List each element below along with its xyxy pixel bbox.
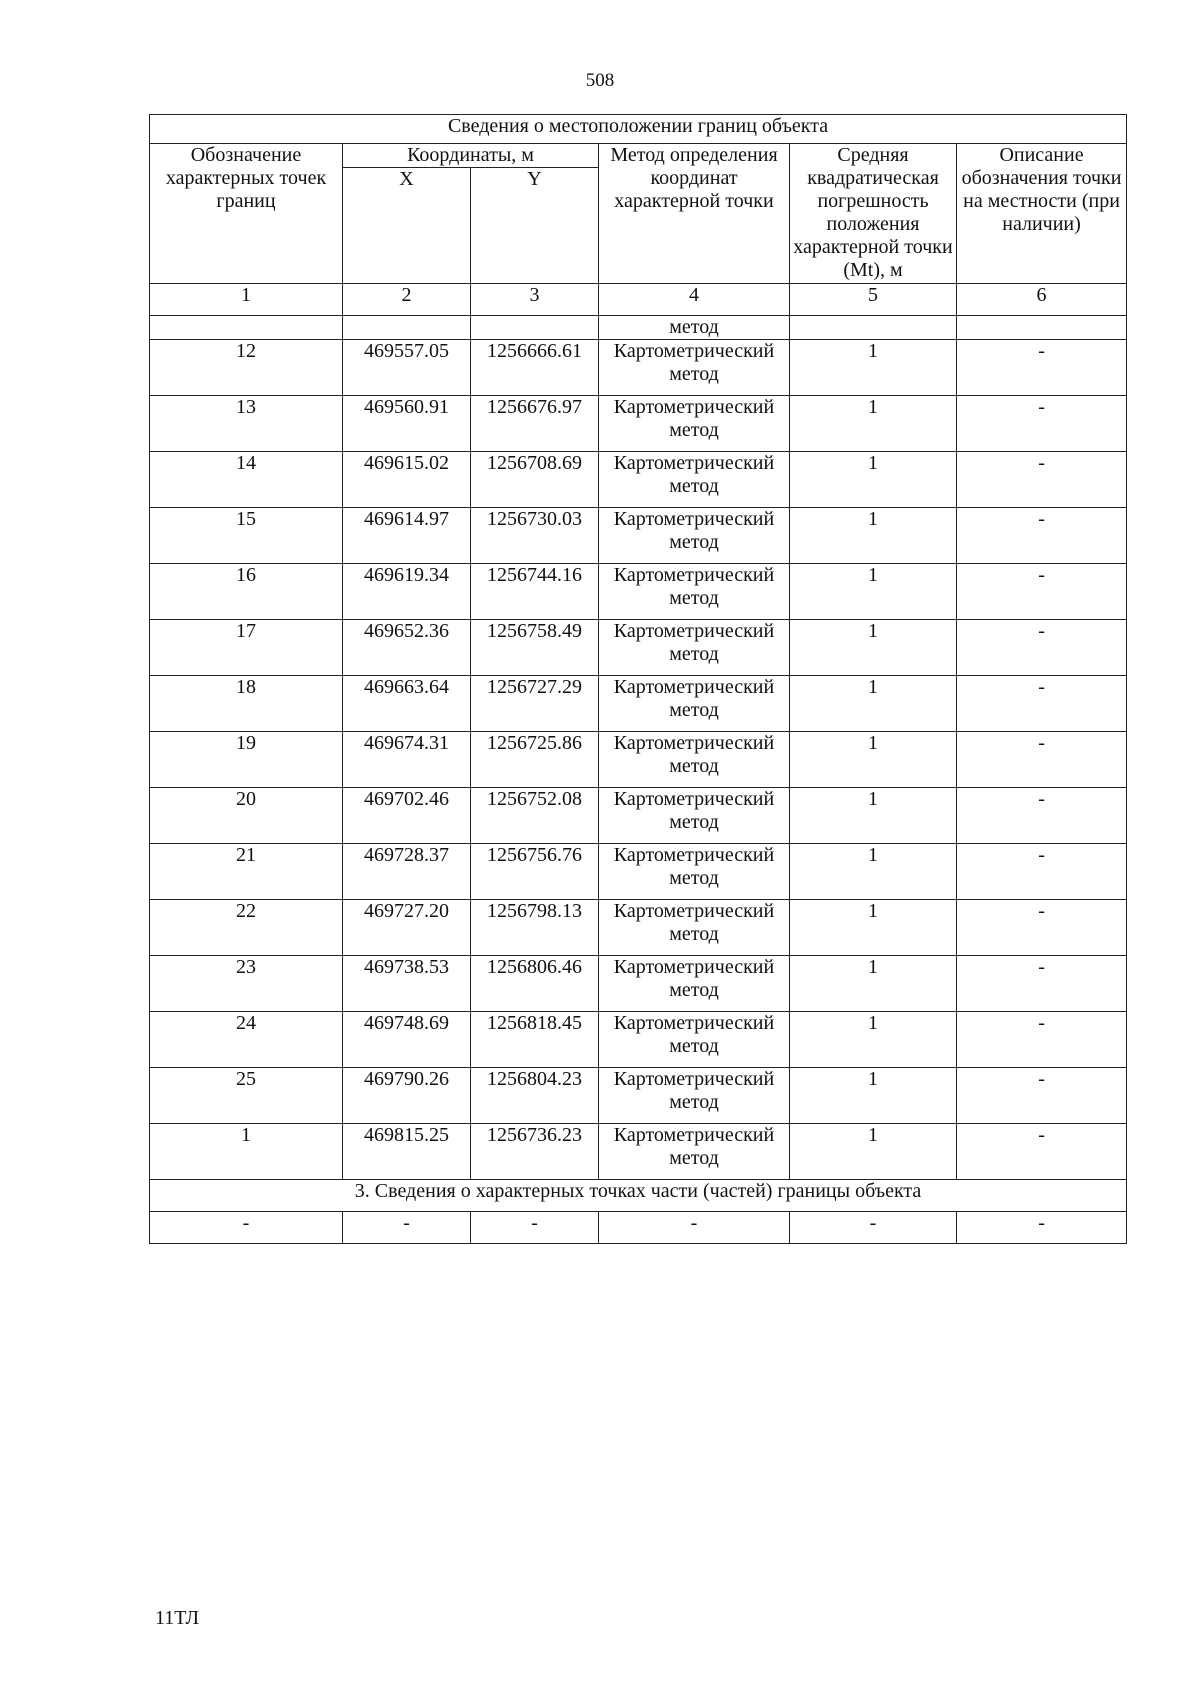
cell-point: 19 (150, 732, 343, 788)
cell-y: 1256676.97 (471, 396, 599, 452)
cell-method: Картометрический метод (599, 956, 790, 1012)
cell-error: 1 (790, 956, 957, 1012)
cell-method: Картометрический метод (599, 676, 790, 732)
column-number: 3 (471, 284, 599, 316)
cell-method: Картометрический метод (599, 1124, 790, 1180)
cell-y: 1256804.23 (471, 1068, 599, 1124)
cell-description: - (957, 956, 1127, 1012)
header-y: Y (471, 168, 599, 284)
footer-code: 11ТЛ (155, 1607, 200, 1629)
cell-point: 23 (150, 956, 343, 1012)
section3-cell: - (150, 1212, 343, 1244)
cell-y: 1256756.76 (471, 844, 599, 900)
cell-x: 469727.20 (343, 900, 471, 956)
cell-point: 15 (150, 508, 343, 564)
table-row (150, 1068, 1127, 1124)
cell-method: Картометрический метод (599, 900, 790, 956)
section3-cell: - (790, 1212, 957, 1244)
cell-point: 20 (150, 788, 343, 844)
column-number: 4 (599, 284, 790, 316)
cell-x: 469728.37 (343, 844, 471, 900)
header-error: Средняя квадратическая погрешность положения характерной точки (Mt), м (790, 144, 957, 284)
continuation-row (150, 316, 1127, 340)
table-row (150, 620, 1127, 676)
cell-error: 1 (790, 340, 957, 396)
section3-row (150, 1212, 1127, 1244)
cell-description: - (957, 900, 1127, 956)
cell-description: - (957, 1124, 1127, 1180)
cell-x: 469557.05 (343, 340, 471, 396)
table-row (150, 340, 1127, 396)
cell-point: 18 (150, 676, 343, 732)
table-row (150, 508, 1127, 564)
cell-method: Картометрический метод (599, 1012, 790, 1068)
cell-point: 21 (150, 844, 343, 900)
cell-error: 1 (790, 844, 957, 900)
table-row (150, 844, 1127, 900)
cell-method: Картометрический метод (599, 844, 790, 900)
cell-y: 1256736.23 (471, 1124, 599, 1180)
cell-x: 469614.97 (343, 508, 471, 564)
cell-description: - (957, 452, 1127, 508)
cell-description: - (957, 732, 1127, 788)
cell-y: 1256725.86 (471, 732, 599, 788)
table-row (150, 788, 1127, 844)
cell-point: 22 (150, 900, 343, 956)
cell-y: 1256708.69 (471, 452, 599, 508)
table-row (150, 676, 1127, 732)
cell-method: Картометрический метод (599, 788, 790, 844)
table-row (150, 732, 1127, 788)
cell-error: 1 (790, 564, 957, 620)
table-row (150, 900, 1127, 956)
cell-method: Картометрический метод (599, 732, 790, 788)
cell-point: 14 (150, 452, 343, 508)
section3-cell: - (471, 1212, 599, 1244)
table-row (150, 564, 1127, 620)
cell-point: 12 (150, 340, 343, 396)
cell-error: 1 (790, 396, 957, 452)
cell-method: Картометрический метод (599, 620, 790, 676)
cell-y: 1256730.03 (471, 508, 599, 564)
cell-method: Картометрический метод (599, 396, 790, 452)
cell-description: - (957, 340, 1127, 396)
cell-description: - (957, 844, 1127, 900)
header-description: Описание обозначения точки на местности (при наличии) (957, 144, 1127, 284)
cell-method: Картометрический метод (599, 1068, 790, 1124)
section3-title: 3. Сведения о характерных точках части (частей) границы объекта (150, 1180, 1127, 1212)
table-row (150, 956, 1127, 1012)
cell-error: 1 (790, 1068, 957, 1124)
column-number: 5 (790, 284, 957, 316)
cell-method: Картометрический метод (599, 564, 790, 620)
cell-method: Картометрический метод (599, 508, 790, 564)
cell-description: - (957, 1012, 1127, 1068)
cell-x: 469615.02 (343, 452, 471, 508)
cell-point: 1 (150, 1124, 343, 1180)
cell-x: 469748.69 (343, 1012, 471, 1068)
column-number: 6 (957, 284, 1127, 316)
cell-description: - (957, 676, 1127, 732)
cell-point: 24 (150, 1012, 343, 1068)
cell-error: 1 (790, 732, 957, 788)
cell-point: 16 (150, 564, 343, 620)
table-row (150, 396, 1127, 452)
cell-x: 469702.46 (343, 788, 471, 844)
cell-x: 469790.26 (343, 1068, 471, 1124)
continuation-method: метод (599, 316, 790, 340)
cell-x: 469815.25 (343, 1124, 471, 1180)
cell-point: 17 (150, 620, 343, 676)
cell-x: 469738.53 (343, 956, 471, 1012)
cell-y: 1256806.46 (471, 956, 599, 1012)
header-method: Метод определения координат характерной точки (599, 144, 790, 284)
cell-description: - (957, 788, 1127, 844)
cell-y: 1256727.29 (471, 676, 599, 732)
cell-error: 1 (790, 900, 957, 956)
table-row (150, 1012, 1127, 1068)
cell-y: 1256798.13 (471, 900, 599, 956)
cell-error: 1 (790, 788, 957, 844)
header-coordinates: Координаты, м (343, 144, 599, 168)
cell-x: 469663.64 (343, 676, 471, 732)
cell-error: 1 (790, 620, 957, 676)
cell-y: 1256744.16 (471, 564, 599, 620)
cell-error: 1 (790, 452, 957, 508)
cell-method: Картометрический метод (599, 340, 790, 396)
cell-x: 469652.36 (343, 620, 471, 676)
cell-y: 1256818.45 (471, 1012, 599, 1068)
header-designation: Обозначение характерных точек границ (150, 144, 343, 284)
column-number: 1 (150, 284, 343, 316)
header-x: X (343, 168, 471, 284)
column-number: 2 (343, 284, 471, 316)
section3-cell: - (343, 1212, 471, 1244)
cell-error: 1 (790, 1012, 957, 1068)
cell-description: - (957, 1068, 1127, 1124)
cell-description: - (957, 620, 1127, 676)
cell-x: 469674.31 (343, 732, 471, 788)
cell-error: 1 (790, 1124, 957, 1180)
cell-x: 469619.34 (343, 564, 471, 620)
cell-point: 25 (150, 1068, 343, 1124)
section3-cell: - (957, 1212, 1127, 1244)
table-title: Сведения о местоположении границ объекта (150, 115, 1127, 144)
cell-y: 1256666.61 (471, 340, 599, 396)
table-row (150, 1124, 1127, 1180)
cell-description: - (957, 564, 1127, 620)
page-number: 508 (585, 70, 615, 91)
cell-error: 1 (790, 676, 957, 732)
table-row (150, 452, 1127, 508)
cell-y: 1256752.08 (471, 788, 599, 844)
cell-error: 1 (790, 508, 957, 564)
boundary-table (149, 114, 1127, 1244)
cell-point: 13 (150, 396, 343, 452)
cell-method: Картометрический метод (599, 452, 790, 508)
section3-cell: - (599, 1212, 790, 1244)
cell-description: - (957, 396, 1127, 452)
cell-y: 1256758.49 (471, 620, 599, 676)
cell-description: - (957, 508, 1127, 564)
cell-x: 469560.91 (343, 396, 471, 452)
